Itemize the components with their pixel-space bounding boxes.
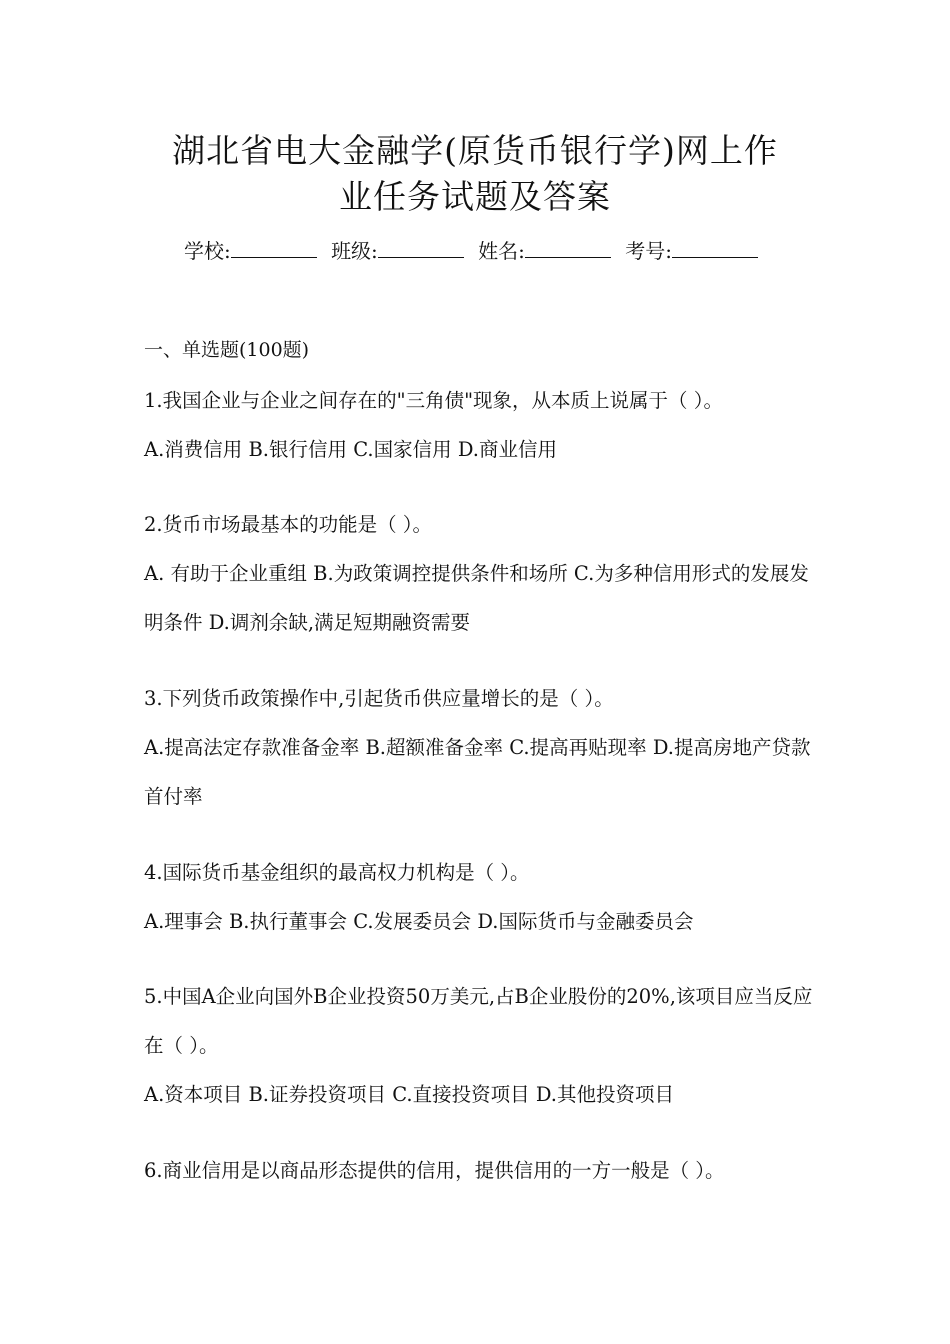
section-heading: 一、单选题(100题) — [144, 339, 310, 361]
question-stem: 6.商业信用是以商品形态提供的信用，提供信用的一方一般是（ ）。 — [144, 1159, 725, 1182]
question-options: A. 有助于企业重组 B.为政策调控提供条件和场所 C.为多种信用形式的发展发明条件 D.调剂余缺,满足短期融资需要 — [144, 562, 809, 634]
school-label: 学校: — [183, 239, 231, 263]
question-2 — [144, 500, 816, 647]
question-stem: 2.货币市场最基本的功能是（ ）。 — [144, 513, 433, 536]
question-stem: 1.我国企业与企业之间存在的"三角债"现象，从本质上说属于（ ）。 — [144, 389, 723, 412]
question-options: A.提高法定存款准备金率 B.超额准备金率 C.提高再贴现率 D.提高房地产贷款首付率 — [144, 736, 811, 808]
school-blank — [231, 239, 317, 258]
question-5 — [144, 972, 816, 1119]
title-line-1: 湖北省电大金融学(原货币银行学)网上作 — [172, 131, 778, 170]
question-3 — [144, 674, 816, 821]
question-4 — [144, 848, 816, 946]
question-1 — [144, 376, 816, 474]
question-options: A.消费信用 B.银行信用 C.国家信用 D.商业信用 — [144, 438, 557, 461]
exam-no-blank — [672, 239, 758, 258]
question-options: A.理事会 B.执行董事会 C.发展委员会 D.国际货币与金融委员会 — [144, 910, 694, 933]
student-info-line — [60, 236, 890, 266]
question-options: A.资本项目 B.证券投资项目 C.直接投资项目 D.其他投资项目 — [144, 1083, 674, 1106]
title-line-2: 业任务试题及答案 — [339, 177, 611, 216]
question-stem: 4.国际货币基金组织的最高权力机构是（ ）。 — [144, 861, 530, 884]
name-blank — [525, 239, 611, 258]
exam-no-label: 考号: — [625, 239, 673, 263]
document-title — [60, 128, 890, 220]
class-label: 班级: — [331, 239, 378, 263]
question-stem: 3.下列货币政策操作中,引起货币供应量增长的是（ ）。 — [144, 687, 614, 710]
question-stem: 5.中国A企业向国外B企业投资50万美元,占B企业股份的20%,该项目应当反应在（ ）。 — [144, 985, 813, 1057]
class-blank — [378, 239, 464, 258]
name-label: 姓名: — [478, 239, 525, 263]
question-6 — [144, 1146, 816, 1195]
